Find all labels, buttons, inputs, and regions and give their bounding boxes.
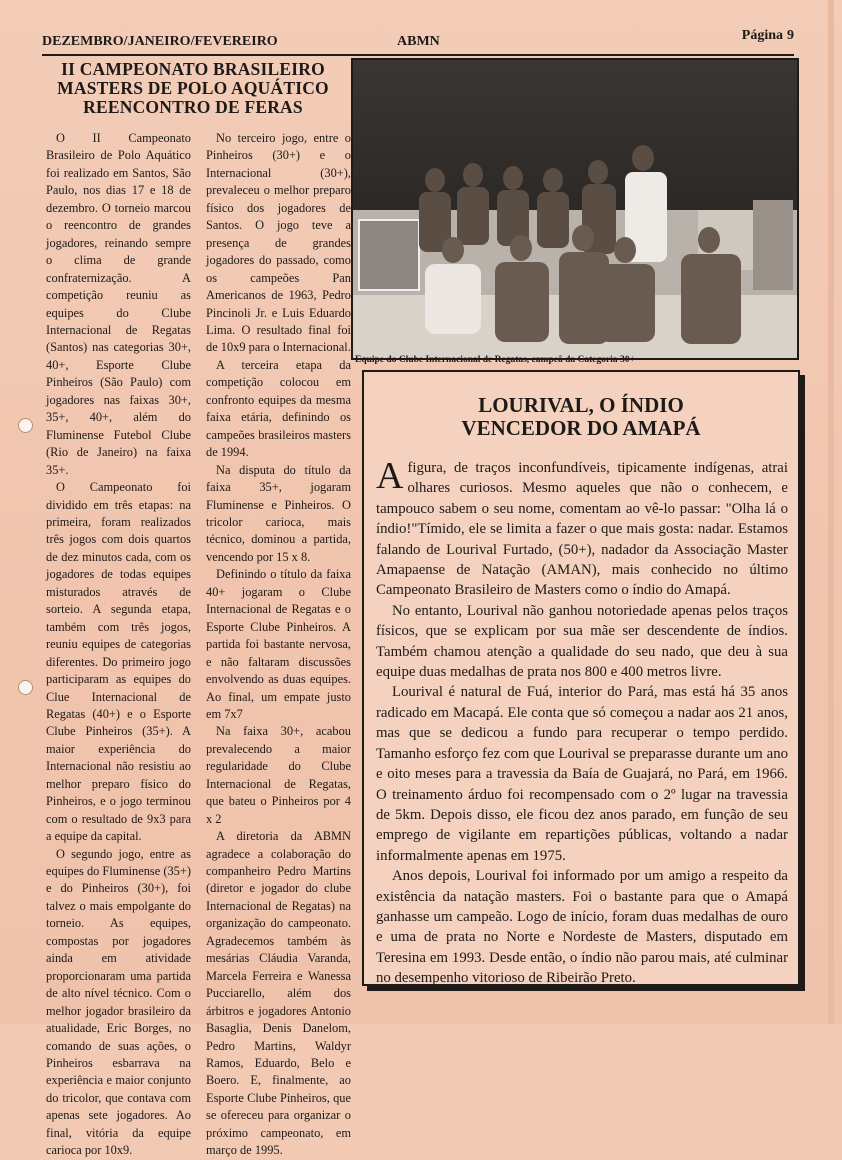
paragraph: No entanto, Lourival não ganhou notoriedade apenas pelos traços físicos, que se explicam por sua mãe ser descendente de índios. Também chamou atenção a qualidade do seu nado, que deu à sua equipe duas medalhas de prata nos 800 e 400 metros livre. [376, 602, 788, 681]
punch-hole [18, 418, 33, 433]
team-photo [351, 58, 799, 360]
page-header [42, 28, 794, 56]
paragraph: Anos depois, Lourival foi informado por um amigo a respeito da existência da natação masters. Foi o bastante para que o Amapá ganhasse um campeão. Logo de início, foram duas medalhas de ouro e uma de prata no Norte e Nordeste de Masters, disputado em Teresina em 1993. Desde então, o índio não parou mais, até culminar no desempenho vitorioso de Ribeirão Preto. [376, 868, 788, 987]
team-photo-image [353, 60, 797, 358]
page-number: Página 9 [741, 28, 794, 43]
right-article-box [362, 370, 800, 986]
right-article-title: LOURIVAL, O ÍNDIO VENCEDOR DO AMAPÁ [461, 393, 701, 440]
paragraph: Lourival é natural de Fuá, interior do Pará, mas está há 35 anos radicado em Macapá. Ele conta que só começou a nadar aos 21 anos, mas que se dedicou a fundo para recuperar o tempo perdido. Tamanho esforço fez com que Lourival se preparasse durante um ano e oito meses para a travessia da Baía de Guajará, no Pará, em 1966. O treinamento árduo foi recompensado com o 2º lugar na travessia de 5km. Depois disso, ele ficou dez anos parado, em função de seu emprego de vigilante em repartições públicas, voltando a nadar informalmente apenas em 1975. [376, 684, 788, 864]
right-article-body [376, 455, 788, 989]
paragraph: No terceiro jogo, entre o Pinheiros (30+) e o Internacional (30+), prevaleceu o melhor preparo físico dos jogadores de Santos. O jogo teve a presença de grandes jogadores do passado, como os campeões Pan Americanos de 1963, Pedro Pincinoli Jr. e Luis Eduardo Lima. O resultado final foi de 10x9 para o Internacional. [206, 131, 351, 355]
paragraph: O Campeonato foi dividido em três etapas: na primeira, foram realizados três jogos com dois quartos de dez minutos cada, com os jogadores de todas equipes misturados através de sorteio. A segunda etapa, também com três jogos, reuniu equipes de categorias diferentes. Do primeiro jogo participaram as equipes do Clue Internacional de Regatas (40+) e o Esporte Clube Pinheiros (35+). A maior experiência do Internacional não resistiu ao melhor preparo físico do Pinheiros, e o jogo terminou com o resultado de 9x3 para a equipe da capital. [46, 480, 191, 844]
paragraph: Na faixa 30+, acabou prevalecendo a maior regularidade do Clube Internacional de Regatas, que bateu o Pinheiros por 4 x 2 [206, 724, 351, 826]
page-edge [828, 0, 834, 1024]
paragraph: Afigura, de traços inconfundíveis, tipicamente indígenas, atrai olhares curiosos. Mesmo aqueles que não o conhecem, e tampouco sabem o seu nome, comentam ao vê-lo passar: "Olha lá o índio!"Tímido, ele se limita a fazer o que mais gosta: nadar. Estamos falando de Lourival Furtado, (50+), nadador da Associação Master Amapaense de Natação (AMAN), mais conhecido no último Campeonato Brasileiro de Masters como o índio do Amapá. [376, 455, 788, 599]
drop-cap: A [376, 455, 404, 497]
publication-name: ABMN [397, 34, 440, 49]
paragraph: O II Campeonato Brasileiro de Polo Aquático foi realizado em Santos, São Paulo, nos dias 17 e 18 de dezembro. O torneio marcou o reencontro de grandes jogadores, reinando sempre o clima de grande confraternização. A competição reuniu as equipes do Clube Internacional de Regatas (Santos) nas categorias 30+, 40+, Esporte Clube Pinheiros (São Paulo) com jogadores nas faixas 30+, 35+, 40+, além do Fluminense Futebol Clube (Rio de Janeiro) na faixa 35+. [46, 131, 191, 477]
punch-hole [18, 680, 33, 695]
text-column-2 [206, 130, 351, 1160]
paragraph: O segundo jogo, entre as equipes do Fluminense (35+) e do Pinheiros (30+), foi talvez o mais empolgante do torneio. As equipes, compostas por jogadores ainda em atividade proporcionaram uma partida de alto nível técnico. Com o melhor jogador brasileiro da atualidade, Eric Borges, no comando de suas ações, o Pinheiros esbarrava na experiência e maior conjunto do tricolor, que contava com apenas sete jogadores. Ao final, vitória da equipe carioca por 10x9. [46, 846, 191, 1158]
left-article-title: II CAMPEONATO BRASILEIRO MASTERS DE POLO AQUÁTICO REENCONTRO DE FERAS [57, 59, 329, 117]
paragraph: A diretoria da ABMN agradece a colaboração do companheiro Pedro Martins (diretor e jogador do clube Internacional de Regatas) na organização do campeonato. Agradecemos também às mesárias Cláudia Varanda, Marcela Ferreira e Wanessa Pucciarello, além dos árbitros e jogadores Antonio Basaglia, Denis Danelom, Pedro Martins, Waldyr Ramos, Eduardo, Belo e Boero. E, finalmente, ao Esporte Clube Pinheiros, que se ofereceu para organizar o próximo campeonato, em março de 1995. [206, 829, 351, 1158]
paragraph: Na disputa do título da faixa 35+, jogaram Fluminense e Pinheiros. O tricolor carioca, mais técnico, dominou a partida, vencendo por 15 x 8. [206, 462, 351, 564]
paragraph: Definindo o título da faixa 40+ jogaram o Clube Internacional de Regatas e o Esporte Clube Pinheiros. A partida foi bastante nervosa, e não faltaram discussões envolvendo as duas equipes. Ao final, um empate justo em 7x7 [206, 567, 351, 721]
issue-months: DEZEMBRO/JANEIRO/FEVEREIRO [42, 34, 278, 49]
text-column-1 [46, 130, 191, 1160]
paragraph: A terceira etapa da competição colocou em confronto equipes da mesma faixa etária, definindo os campeões brasileiros masters de 1994. [206, 357, 351, 460]
photo-caption: Equipe do Clube Internacional de Regatas, campeã da Categoria 30+ [355, 355, 635, 365]
left-article-header [42, 60, 344, 117]
